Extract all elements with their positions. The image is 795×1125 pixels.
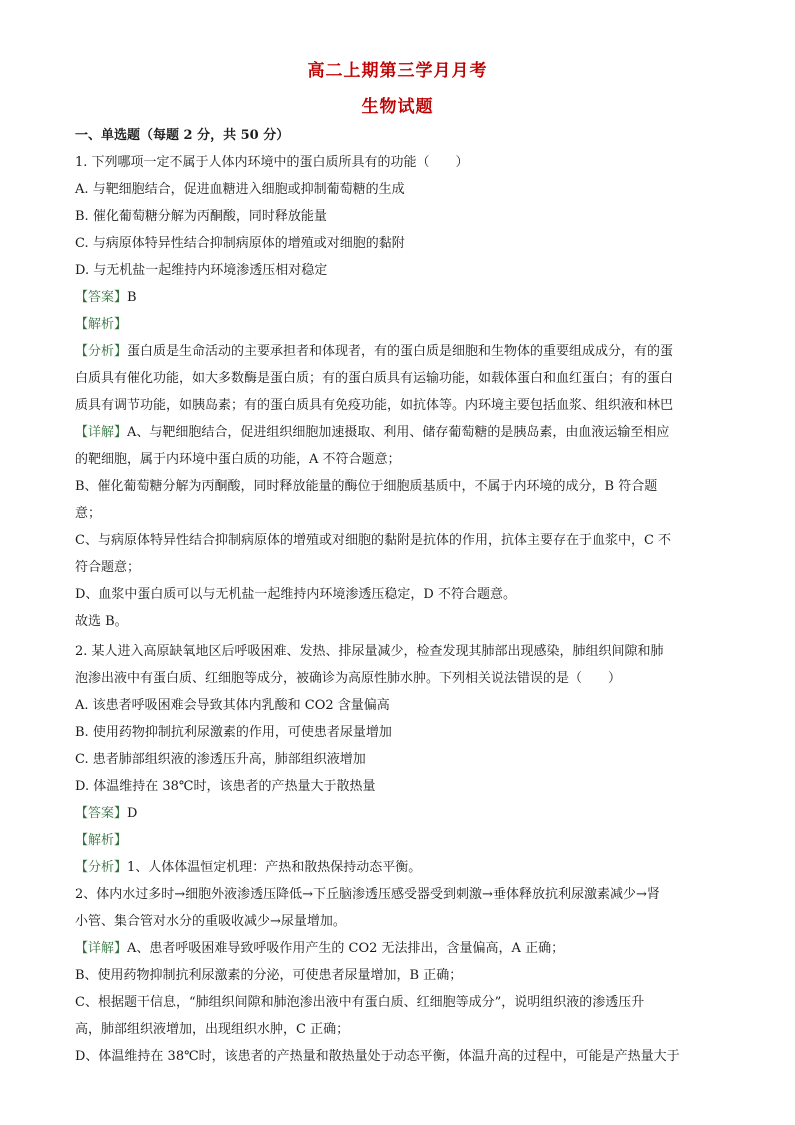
q1-option-d: D. 与无机盐一起维持内环境渗透压相对稳定: [75, 263, 328, 278]
q1-fenxi-line: [75, 344, 725, 360]
q2-stem-2: 泡渗出液中有蛋白质、红细胞等成分，被确诊为高原性肺水肿。下列相关说法错误的是（ ）: [75, 671, 622, 686]
q2-fenxi-line-2: 2、体内水过多时→细胞外液渗透压降低→下丘脑渗透压感受器受到刺激→垂体释放抗利尿激素减少→肾: [75, 887, 660, 902]
q1-xiangjie-tag: 【详解】: [75, 425, 128, 440]
q1-xiangjie-line-4: 意；: [75, 506, 102, 521]
q1-fenxi-line-3: 质具有调节功能，如胰岛素；有的蛋白质具有免疫功能，如抗体等。内环境主要包括血浆、组织液和林巴: [75, 398, 674, 413]
q1-xiangjie-text: A、与靶细胞结合，促进组织细胞加速摄取、利用、储存葡萄糖的是胰岛素，由血液运输至相应: [127, 425, 670, 440]
q1-xiangjie-line-7: D、血浆中蛋白质可以与无机盐一起维持内环境渗透压稳定，D 不符合题意。: [75, 587, 516, 602]
q2-xiangjie-tag: 【详解】: [75, 941, 128, 956]
q1-analysis-tag: 【解析】: [75, 317, 128, 332]
q2-fenxi-line: [75, 860, 725, 876]
page-subtitle: 生物试题: [361, 97, 434, 117]
q1-conclusion: 故选 B。: [75, 614, 128, 629]
q1-answer-tag: 【答案】: [75, 290, 128, 305]
q2-answer-tag: 【答案】: [75, 806, 128, 821]
q2-analysis-tag: 【解析】: [75, 833, 128, 848]
q2-xiangjie-line-3: C、根据题干信息，“肺组织间隙和肺泡渗出液中有蛋白质、红细胞等成分”，说明组织液的渗透压升: [75, 995, 645, 1010]
q2-fenxi-line-3: 小管、集合管对水分的重吸收减少→尿量增加。: [75, 914, 346, 929]
q1-fenxi-tag: 【分析】: [75, 344, 128, 359]
q2-option-b: B. 使用药物抑制抗利尿激素的作用，可使患者尿量增加: [75, 725, 392, 740]
q1-fenxi-text: 蛋白质是生命活动的主要承担者和体现者，有的蛋白质是细胞和生物体的重要组成成分，有的蛋: [127, 344, 674, 359]
q2-fenxi-text: 1、人体体温恒定机理：产热和散热保持动态平衡。: [127, 860, 422, 875]
q1-option-c: C. 与病原体特异性结合抑制病原体的增殖或对细胞的黏附: [75, 236, 405, 251]
q1-xiangjie-line: [75, 425, 725, 441]
section-heading: 一、单选题（每题 2 分，共 50 分）: [75, 128, 290, 143]
q1-xiangjie-line-3: B、催化葡萄糖分解为丙酮酸，同时释放能量的酶位于细胞质基质中，不属于内环境的成分，B 符合题: [75, 479, 658, 494]
q1-option-b: B. 催化葡萄糖分解为丙酮酸，同时释放能量: [75, 209, 327, 224]
q2-option-a: A. 该患者呼吸困难会导致其体内乳酸和 CO2 含量偏高: [75, 698, 390, 713]
q2-option-c: C. 患者肺部组织液的渗透压升高，肺部组织液增加: [75, 752, 366, 767]
q2-answer: [75, 806, 725, 822]
q2-answer-value: D: [127, 806, 138, 821]
q2-stem: 2. 某人进入高原缺氧地区后呼吸困难、发热、排尿量减少，检查发现其肺部出现感染，肺组织间隙和肺: [75, 644, 664, 659]
page-title: 高二上期第三学月月考: [307, 61, 488, 81]
q1-xiangjie-line-6: 符合题意；: [75, 560, 141, 575]
q1-fenxi-line-2: 白质具有催化功能，如大多数酶是蛋白质；有的蛋白质具有运输功能，如载体蛋白和血红蛋白；有的蛋白: [75, 371, 674, 386]
q2-xiangjie-text: A、患者呼吸困难导致呼吸作用产生的 CO2 无法排出，含量偏高，A 正确；: [127, 941, 565, 956]
q2-option-d: D. 体温维持在 38℃时，该患者的产热量大于散热量: [75, 779, 376, 794]
q2-xiangjie-line-2: B、使用药物抑制抗利尿激素的分泌，可使患者尿量增加，B 正确；: [75, 968, 463, 983]
q1-option-a: A. 与靶细胞结合，促进血糖进入细胞或抑制葡萄糖的生成: [75, 182, 405, 197]
q2-xiangjie-line: [75, 941, 725, 957]
q1-xiangjie-line-5: C、与病原体特异性结合抑制病原体的增殖或对细胞的黏附是抗体的作用，抗体主要存在于血浆中，C 不: [75, 533, 672, 548]
q2-xiangjie-line-4: 高，肺部组织液增加，出现组织水肿，C 正确；: [75, 1022, 350, 1037]
q1-xiangjie-line-2: 的靶细胞，属于内环境中蛋白质的功能，A 不符合题意；: [75, 452, 401, 467]
q1-stem: 1. 下列哪项一定不属于人体内环境中的蛋白质所具有的功能（ ）: [75, 155, 469, 170]
q1-answer-value: B: [127, 290, 137, 305]
q1-answer: [75, 290, 725, 306]
q2-xiangjie-line-5: D、体温维持在 38℃时，该患者的产热量和散热量处于动态平衡，体温升高的过程中，可能是产热量大于: [75, 1049, 680, 1064]
q2-fenxi-tag: 【分析】: [75, 860, 128, 875]
